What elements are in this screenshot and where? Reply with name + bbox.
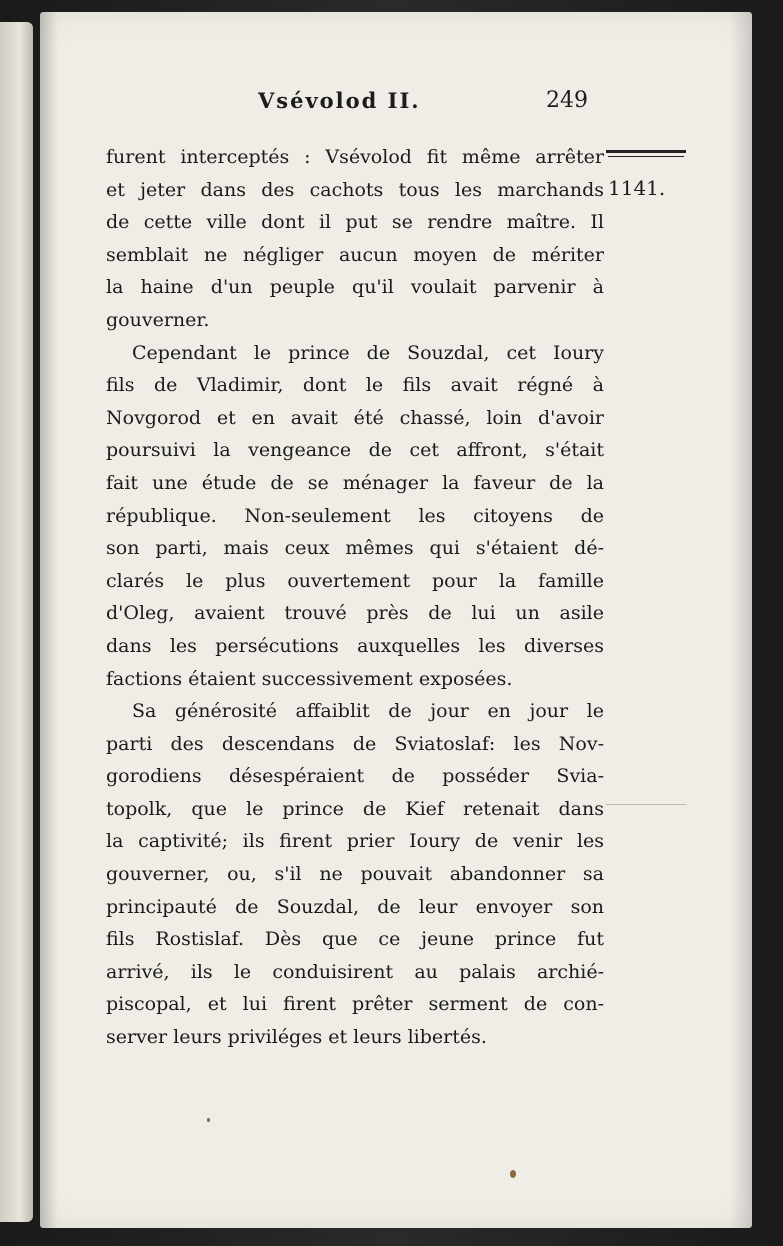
margin-rule-thin bbox=[608, 156, 684, 157]
text-line: poursuivi la vengeance de cet affront, s'était bbox=[106, 439, 604, 462]
paragraph bbox=[106, 337, 604, 696]
text-line: arrivé, ils le conduisirent au palais archié- bbox=[106, 960, 604, 983]
text-line: fils Rostislaf. Dès que ce jeune prince fut bbox=[106, 928, 604, 951]
paragraph bbox=[106, 695, 604, 1054]
body-text bbox=[106, 141, 604, 1054]
text-line: gorodiens désespéraient de posséder Svia- bbox=[106, 765, 604, 788]
text-line: Cependant le prince de Souzdal, cet Ioury bbox=[132, 341, 604, 364]
text-line: de cette ville dont il put se rendre maître. Il bbox=[106, 211, 604, 234]
paragraph bbox=[106, 141, 604, 337]
page-number: 249 bbox=[546, 88, 588, 113]
gutter-shadow bbox=[40, 12, 58, 1228]
text-line: et jeter dans des cachots tous les marchands bbox=[106, 178, 604, 201]
text-line: république. Non-seulement les citoyens de bbox=[106, 504, 604, 527]
paper-stain bbox=[510, 1170, 516, 1178]
text-line: la haine d'un peuple qu'il voulait parvenir à bbox=[106, 276, 604, 299]
margin-year: 1141. bbox=[608, 176, 666, 200]
running-title: Vsévolod II. bbox=[258, 88, 421, 113]
facing-page-edge bbox=[0, 22, 33, 1222]
text-line: parti des descendans de Sviatoslaf: les Nov- bbox=[106, 732, 604, 755]
text-line: factions étaient successivement exposées. bbox=[106, 667, 513, 690]
running-head bbox=[0, 88, 783, 122]
text-line: semblait ne négliger aucun moyen de mériter bbox=[106, 243, 604, 266]
text-line: Novgorod et en avait été chassé, loin d'avoir bbox=[106, 406, 604, 429]
text-line: topolk, que le prince de Kief retenait dans bbox=[106, 797, 604, 820]
paper-speck bbox=[207, 1118, 210, 1122]
text-line: son parti, mais ceux mêmes qui s'étaient dé- bbox=[106, 537, 604, 560]
text-line: fait une étude de se ménager la faveur de la bbox=[106, 471, 604, 494]
text-line: gouverner, ou, s'il ne pouvait abandonner sa bbox=[106, 863, 604, 886]
margin-rule bbox=[606, 150, 686, 153]
text-line: clarés le plus ouvertement pour la famille bbox=[106, 569, 604, 592]
text-line: gouverner. bbox=[106, 308, 210, 331]
text-line: dans les persécutions auxquelles les diverses bbox=[106, 634, 604, 657]
text-line: furent interceptés : Vsévolod fit même arrêter bbox=[106, 146, 604, 168]
text-line: principauté de Souzdal, de leur envoyer son bbox=[106, 895, 604, 918]
text-line: la captivité; ils firent prier Ioury de venir les bbox=[106, 830, 604, 853]
text-line: d'Oleg, avaient trouvé près de lui un asile bbox=[106, 602, 604, 625]
text-line: fils de Vladimir, dont le fils avait régné à bbox=[106, 374, 604, 397]
text-line: server leurs priviléges et leurs libertés. bbox=[106, 1026, 487, 1049]
text-line: piscopal, et lui firent prêter serment de con- bbox=[106, 993, 604, 1016]
margin-rule-faint bbox=[606, 804, 686, 805]
text-line: Sa générosité affaiblit de jour en jour le bbox=[132, 700, 604, 723]
